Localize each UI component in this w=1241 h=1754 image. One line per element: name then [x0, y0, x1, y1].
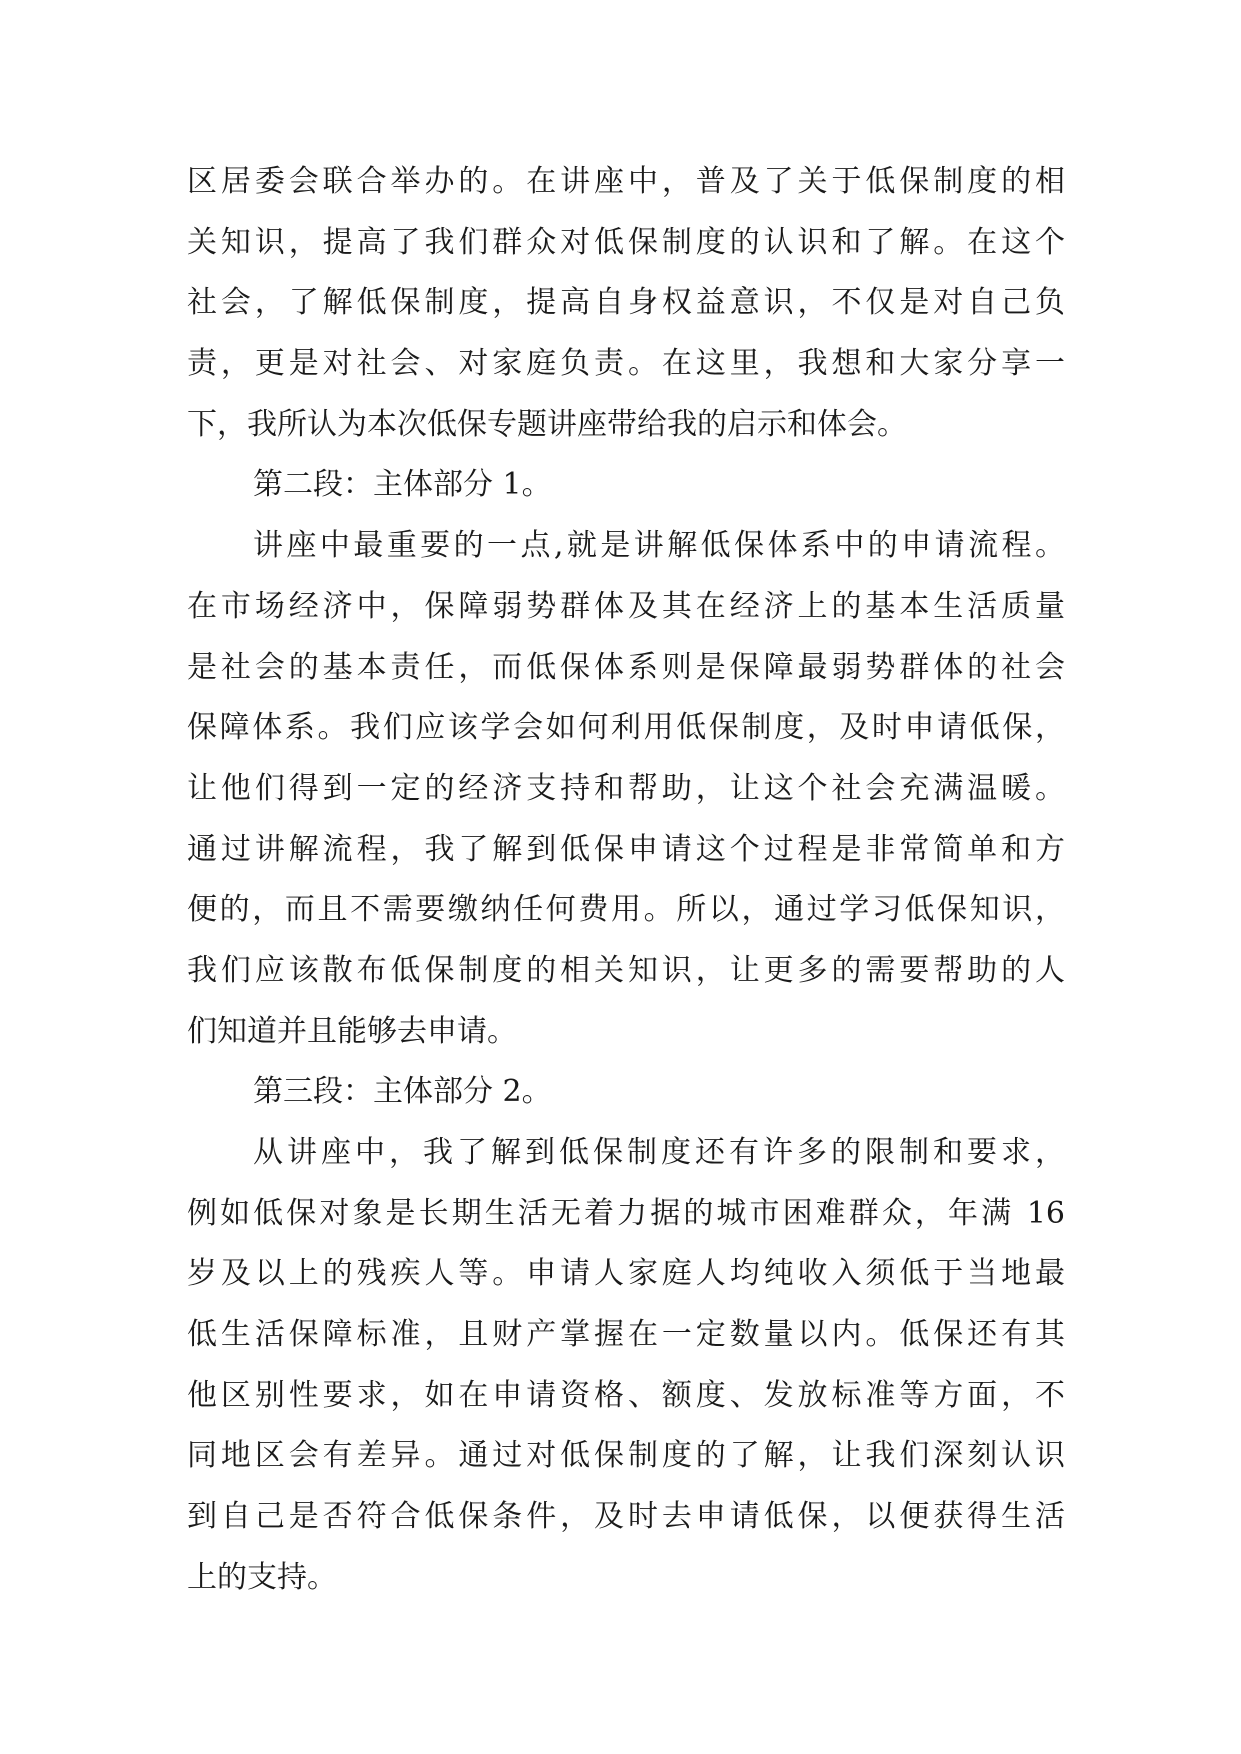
- paragraph-line: 们知道并且能够去申请。: [187, 1013, 517, 1049]
- paragraph-line: 社会，了解低保制度，提高自身权益意识，不仅是对自己负: [187, 285, 1065, 321]
- paragraph-line: 讲座中最重要的一点,就是讲解低保体系中的申请流程。: [253, 528, 1065, 564]
- paragraph-line: 他区别性要求，如在申请资格、额度、发放标准等方面，不: [187, 1377, 1065, 1413]
- paragraph-line: 让他们得到一定的经济支持和帮助，让这个社会充满温暖。: [187, 770, 1065, 806]
- paragraph-line: 到自己是否符合低保条件，及时去申请低保，以便获得生活: [187, 1499, 1065, 1535]
- paragraph-line: 同地区会有差异。通过对低保制度的了解，让我们深刻认识: [187, 1438, 1065, 1474]
- paragraph-line: 在市场经济中，保障弱势群体及其在经济上的基本生活质量: [187, 588, 1065, 624]
- paragraph-line: 上的支持。: [187, 1559, 337, 1595]
- paragraph-line: 责，更是对社会、对家庭负责。在这里，我想和大家分享一: [187, 346, 1065, 382]
- paragraph-line: 关知识，提高了我们群众对低保制度的认识和了解。在这个: [187, 224, 1065, 260]
- paragraph-line: 保障体系。我们应该学会如何利用低保制度，及时申请低保，: [187, 710, 1065, 746]
- paragraph-line: 例如低保对象是长期生活无着力据的城市困难群众，年满 16: [187, 1195, 1065, 1231]
- paragraph-line: 通过讲解流程，我了解到低保申请这个过程是非常简单和方: [187, 831, 1065, 867]
- paragraph-line: 是社会的基本责任，而低保体系则是保障最弱势群体的社会: [187, 649, 1065, 685]
- document-body: [187, 152, 1065, 1609]
- paragraph-line: 便的，而且不需要缴纳任何费用。所以，通过学习低保知识，: [187, 892, 1065, 928]
- section-heading: 第三段：主体部分 2。: [253, 1074, 552, 1110]
- paragraph-line: 区居委会联合举办的。在讲座中，普及了关于低保制度的相: [187, 164, 1065, 199]
- section-heading: 第二段：主体部分 1。: [253, 467, 552, 503]
- paragraph-line: 我们应该散布低保制度的相关知识，让更多的需要帮助的人: [187, 952, 1065, 988]
- paragraph-line: 从讲座中，我了解到低保制度还有许多的限制和要求，: [253, 1135, 1065, 1170]
- paragraph-line: 低生活保障标准，且财产掌握在一定数量以内。低保还有其: [187, 1317, 1065, 1353]
- paragraph-line: 岁及以上的残疾人等。申请人家庭人均纯收入须低于当地最: [187, 1256, 1065, 1292]
- paragraph-line: 下，我所认为本次低保专题讲座带给我的启示和体会。: [187, 406, 907, 442]
